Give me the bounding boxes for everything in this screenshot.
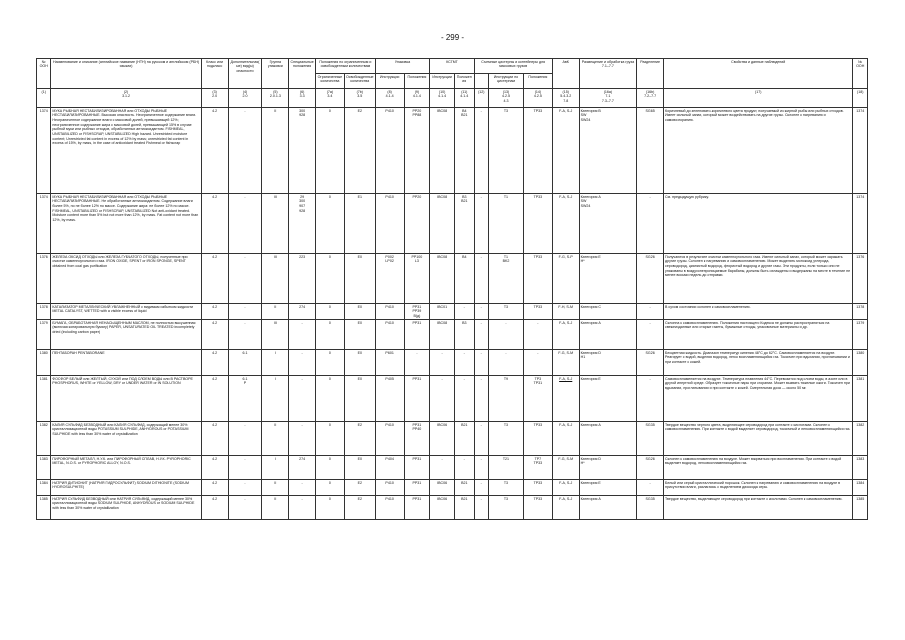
cell-eq: E0 — [344, 254, 375, 304]
cell-pi: P410 — [375, 320, 404, 350]
cell-class: 4.2 — [201, 480, 228, 496]
cell-special-provisions: 300 928 — [289, 108, 316, 194]
header-packing: Упаковка — [375, 59, 430, 74]
column-index-5: (5) 2.0.1.3 — [262, 89, 289, 108]
cell-un-right: 1384 — [853, 480, 868, 496]
cell-lq: 0 — [316, 254, 345, 304]
header-eq: Освобожденные количества — [344, 74, 375, 89]
cell-special-provisions: 223 — [289, 254, 316, 304]
cell-name: ФОСФОР БЕЛЫЙ или ЖЕЛТЫЙ, СУХОЙ или ПОД СЛОЕМ ВОДЫ или В РАСТВОРЕ PHOSPHORUS, WHITE or YELLOW, DRY or UNDER WATER or IN SOLUTION — [51, 376, 201, 422]
table-row — [37, 422, 868, 456]
cell-packing-group: I — [262, 376, 289, 422]
column-index-9: (8) 4.1.4 — [375, 89, 404, 108]
header-col12 — [474, 74, 488, 89]
cell-name: КАЛИЯ СУЛЬФИД БЕЗВОДНЫЙ или КАЛИЯ СУЛЬФИД, содержащий менее 30% кристаллизационной воды POTASSIUM SULPHIDE, ANHYDROUS or POTASSIUM SULPHIDE with less than 30% water of crystallization — [51, 422, 201, 456]
header-tank-instr: Инструкции по цистернам — [488, 74, 523, 89]
cell-subrisk: 6.1 P — [228, 376, 262, 422]
cell-col12: - — [474, 320, 488, 350]
cell-un-right: 1376 — [853, 254, 868, 304]
cell-un: 1380 — [37, 350, 51, 376]
cell-ems: F-A, S-J — [552, 496, 579, 520]
cell-tank-prov: - — [523, 320, 552, 350]
cell-packing-group: III — [262, 254, 289, 304]
cell-name: КАТАЛИЗАТОР МЕТАЛЛИЧЕСКИЙ УВЛАЖНЕННЫЙ с видимым избытком жидкости METAL CATALYST, WETTED with a visible excess of liquid — [51, 304, 201, 320]
cell-subrisk: - — [228, 194, 262, 254]
cell-un: 1382 — [37, 422, 51, 456]
cell-ems: F-G, S-M — [552, 350, 579, 376]
header-tanks: Съемные цистерны и контейнеры для массовых грузов — [474, 59, 552, 74]
cell-class: 4.2 — [201, 496, 228, 520]
column-index-11: (10) 4.1.4 — [430, 89, 455, 108]
cell-segregation: - — [637, 376, 664, 422]
cell-class: 4.2 — [201, 304, 228, 320]
dangerous-goods-table — [36, 58, 868, 520]
column-index-18: (16b) 7.2–7.7 — [637, 89, 664, 108]
cell-ibc-prov: B3 B21 — [454, 194, 474, 254]
cell-name: МУКА РЫБНАЯ НЕСТАБИЛИЗИРОВАННАЯ или ОТХОДЫ РЫБНЫЕ НЕСТАБИЛИЗИРОВАННЫЕ. Не обработанные антиоксидантом. Содержание влаги более 5%, но не более 12% по массе. Содержание жира: не более 12% по массе. FISHMEAL, UNSTABILIZED or FISHSCRAP, UNSTABILIZED Not anti-oxidant treated. Moisture content more than 5% but not more than 12%, by mass. Fat content not more than 12%, by mass. — [51, 194, 201, 254]
table-row — [37, 108, 868, 194]
cell-segregation: - — [637, 320, 664, 350]
cell-un-right: 1383 — [853, 456, 868, 480]
header-pp: Положения — [404, 74, 430, 89]
column-index-2: (2) 3.1.2 — [51, 89, 201, 108]
column-index-7: (7a) 3.4 — [316, 89, 345, 108]
cell-un-right: 1378 — [853, 304, 868, 320]
cell-un: 1378 — [37, 304, 51, 320]
cell-tank: T1 — [488, 194, 523, 254]
cell-packing-group: I — [262, 456, 289, 480]
column-index-15: (14) 4.2.5 — [523, 89, 552, 108]
cell-un-right: 1381 — [853, 376, 868, 422]
cell-properties: Склонна к самовоспламенению. Положения настоящего Кодекса не должны распространяться на свежеизданные или старые газеты, бумажные отходы, упаковочные материалы и др. — [664, 320, 853, 350]
cell-pi: P410 — [375, 108, 404, 194]
cell-stowage: Категория D H* — [579, 456, 637, 480]
header-subrisk: Дополнительная(ые) вид(ы) опасности — [228, 59, 262, 89]
column-index-13: (12) — [474, 89, 488, 108]
cell-special-provisions: 274 — [289, 304, 316, 320]
header-un-right: № ООН — [853, 59, 868, 89]
cell-col12: - — [474, 480, 488, 496]
cell-class: 4.2 — [201, 422, 228, 456]
cell-col12: - — [474, 194, 488, 254]
cell-un: 1374 — [37, 108, 51, 194]
cell-ibc-prov: B21 — [454, 480, 474, 496]
cell-ems: F-G, S-P — [552, 254, 579, 304]
cell-ibc: - — [430, 350, 455, 376]
cell-ibc-prov: B4 B21 — [454, 108, 474, 194]
cell-un: 1379 — [37, 320, 51, 350]
cell-tank: T3 — [488, 108, 523, 194]
cell-segregation: SG26 — [637, 456, 664, 480]
cell-tank-prov: TP33 — [523, 304, 552, 320]
cell-eq: E1 — [344, 194, 375, 254]
cell-stowage: Категория A SW SW24 — [579, 194, 637, 254]
page-number: - 299 - — [440, 33, 465, 42]
cell-ems: F-A, S-J — [552, 480, 579, 496]
cell-tank-prov: TP3 TP31 — [523, 376, 552, 422]
header-segregation: Разделение — [637, 59, 664, 89]
cell-pp: PP31 — [404, 376, 430, 422]
header-ibc-instr: Инструкции — [430, 74, 455, 89]
header-class: Класс или подкласс — [201, 59, 228, 89]
column-index-3: (3) 2.0 — [201, 89, 228, 108]
cell-ibc: IBC08 — [430, 254, 455, 304]
cell-segregation: - — [637, 480, 664, 496]
cell-properties: Самовоспламеняется на воздухе. Температура плавления 44°С. Перевозится под слоем воды, в азоте или в другой инертной среде. Образует токсичные пары при сгорании. Может вызвать тяжелые ожоги. Токсичен при вдыхании, проглатывании и при контакте с кожей. Смертельная доза — около 50 мг. — [664, 376, 853, 422]
cell-packing-group: II — [262, 108, 289, 194]
cell-pi: P410 — [375, 422, 404, 456]
cell-lq: 0 — [316, 456, 345, 480]
cell-packing-group: III — [262, 194, 289, 254]
cell-pi: P410 — [375, 496, 404, 520]
cell-pi: P410 — [375, 480, 404, 496]
cell-ibc: IBC01 — [430, 304, 455, 320]
cell-subrisk: 6.1 — [228, 350, 262, 376]
cell-eq: E0 — [344, 376, 375, 422]
cell-lq: 0 — [316, 376, 345, 422]
cell-properties: Склонен к самовоспламенению на воздухе. Может взорваться при воспламенении. При контакте с водой выделяет водород, легковоспламеняющийся газ. — [664, 456, 853, 480]
header-ibc: КСГМГ — [430, 59, 474, 74]
table-row — [37, 480, 868, 496]
cell-name: НАТРИЯ ДИТИОНИТ (НАТРИЯ ГИДРОСУЛЬФИТ) SODIUM DITHIONITE (SODIUM HYDROSULPHITE) — [51, 480, 201, 496]
cell-special-provisions: - — [289, 350, 316, 376]
cell-class: 4.2 — [201, 350, 228, 376]
cell-tank-prov: TP33 — [523, 254, 552, 304]
cell-pp: PP31 PP40 — [404, 422, 430, 456]
header-properties: Свойства и данные наблюдений — [664, 59, 853, 89]
cell-ibc-prov: - — [454, 304, 474, 320]
column-index-17: (16a) 7.1 7.3–7.7 — [579, 89, 637, 108]
cell-un: 1376 — [37, 254, 51, 304]
cell-tank-prov: TP33 — [523, 422, 552, 456]
cell-subrisk: - — [228, 456, 262, 480]
cell-stowage: Категория A — [579, 320, 637, 350]
table-row — [37, 350, 868, 376]
cell-col12: - — [474, 304, 488, 320]
cell-properties: В сухом состоянии склонен к самовоспламенению. — [664, 304, 853, 320]
cell-eq: E0 — [344, 320, 375, 350]
cell-stowage: Категория E H* — [579, 254, 637, 304]
cell-ems: F-A, S-J — [552, 376, 579, 422]
header-un: № ООН — [37, 59, 51, 89]
cell-col12: - — [474, 376, 488, 422]
column-index-4: (4) 2.0 — [228, 89, 262, 108]
table-row — [37, 496, 868, 520]
cell-lq: 0 — [316, 194, 345, 254]
column-index-10: (9) 4.1.4 — [404, 89, 430, 108]
cell-subrisk: - — [228, 496, 262, 520]
cell-un: 1385 — [37, 496, 51, 520]
cell-lq: 0 — [316, 422, 345, 456]
cell-special-provisions: - — [289, 376, 316, 422]
cell-name: ПЕНТАБОРАН PENTABORANE — [51, 350, 201, 376]
cell-pp: - — [404, 350, 430, 376]
cell-properties: Бесцветная жидкость. Диапазон температур кипения 48°С до 62°С. Самовоспламеняется на воздухе. Реагирует с водой, выделяя водород, легко воспламеняющийся газ. Токсичен при вдыхании, проглатывании и при контакте с кожей. — [664, 350, 853, 376]
cell-stowage: Категория D H1 — [579, 350, 637, 376]
table-row — [37, 320, 868, 350]
cell-tank-prov: TP33 — [523, 480, 552, 496]
cell-stowage: Категория A — [579, 422, 637, 456]
cell-ibc-prov: B4 — [454, 254, 474, 304]
cell-ibc-prov: - — [454, 376, 474, 422]
cell-segregation: - — [637, 194, 664, 254]
cell-ems: F-G, S-M — [552, 456, 579, 480]
table-row — [37, 456, 868, 480]
cell-pp: PP20 PP88 — [404, 108, 430, 194]
cell-pi: P404 — [375, 456, 404, 480]
cell-ibc-prov: - — [454, 456, 474, 480]
cell-subrisk: - — [228, 480, 262, 496]
cell-tank: T9 — [488, 376, 523, 422]
cell-special-provisions: - — [289, 320, 316, 350]
cell-packing-group: II — [262, 422, 289, 456]
header-packing-group: Группа упаковки — [262, 59, 289, 89]
column-index-16: (15) 5.4.3.2 7.8 — [552, 89, 579, 108]
cell-packing-group: II — [262, 496, 289, 520]
cell-packing-group: II — [262, 304, 289, 320]
cell-ems: F-A, S-J — [552, 108, 579, 194]
cell-stowage: Категория E — [579, 480, 637, 496]
table-row — [37, 254, 868, 304]
column-index-14: (13) 4.2.5 4.3 — [488, 89, 523, 108]
cell-stowage: Категория A — [579, 496, 637, 520]
cell-properties: Белый или серый кристаллический порошок. Склонен к нагреванию и самовоспламенению на воздухе в присутствии влаги, разлагаясь с выделением диоксида серы. — [664, 480, 853, 496]
cell-ibc-prov: B3 — [454, 320, 474, 350]
cell-name: НАТРИЯ СУЛЬФИД БЕЗВОДНЫЙ или НАТРИЯ СУЛЬФИД, содержащий менее 30% кристаллизационной воды SODIUM SULPHIDE, ANHYDROUS or SODIUM SULPHIDE with less than 30% water of crystallization — [51, 496, 201, 520]
cell-eq: E2 — [344, 480, 375, 496]
cell-ibc: IBC06 — [430, 422, 455, 456]
cell-ems: F-H, S-M — [552, 304, 579, 320]
cell-pp: PP31 — [404, 320, 430, 350]
cell-pi: P405 — [375, 376, 404, 422]
cell-un: 1383 — [37, 456, 51, 480]
cell-segregation: SG26 — [637, 254, 664, 304]
header-stowage: Размещение и обработка груза 7.1–7.7 — [579, 59, 637, 89]
cell-ibc: - — [430, 456, 455, 480]
table-row — [37, 304, 868, 320]
cell-col12: - — [474, 456, 488, 480]
cell-ibc: IBC06 — [430, 496, 455, 520]
cell-pp: PP100 L3 — [404, 254, 430, 304]
cell-un-right: 1379 — [853, 320, 868, 350]
cell-ibc: IBC08 — [430, 194, 455, 254]
table-header-row — [37, 59, 868, 74]
cell-stowage: Категория B SW SW24 — [579, 108, 637, 194]
cell-tank-prov: TP33 — [523, 194, 552, 254]
cell-stowage: Категория C — [579, 304, 637, 320]
table-row — [37, 376, 868, 422]
cell-subrisk: - — [228, 422, 262, 456]
cell-ibc-prov: - — [454, 350, 474, 376]
cell-segregation: SG26 — [637, 350, 664, 376]
cell-eq: E2 — [344, 108, 375, 194]
cell-pi: P601 — [375, 350, 404, 376]
cell-properties: Получаются в результате очистки каменноугольного газа. Имеют сильный запах, который может заражать другие грузы. Склонен к нагреванию и самовоспламенению. Может выделять моноксид углерода, сероводород, цианистый водород, фтористый водород и другие газы. Эти продукты, если только они не упакованы в воздухонепроницаемые барабаны, должны быть охлаждены и выдержаны на месте в течение не менее восьми недель до отправки. — [664, 254, 853, 304]
cell-stowage: Категория E — [579, 376, 637, 422]
cell-pp: PP31 — [404, 496, 430, 520]
cell-lq: 0 — [316, 496, 345, 520]
cell-un: 1374 — [37, 194, 51, 254]
cell-eq: E0 — [344, 304, 375, 320]
cell-packing-group: I — [262, 350, 289, 376]
cell-properties: См. предыдущую рубрику. — [664, 194, 853, 254]
cell-col12: - — [474, 422, 488, 456]
cell-properties: Твердое вещество, выделяющее сероводород при контакте с кислотами. Склонен к самовоспламенению. — [664, 496, 853, 520]
cell-name: ЖЕЛЕЗА ОКСИД ОТХОДЫ или ЖЕЛЕЗА ГУБЧАТОГО ОТХОДЫ, полученные при очистке каменноугольного газа. IRON OXIDE, SPENT or IRON SPONGE, SPENT obtained from coal gas purification — [51, 254, 201, 304]
cell-name: БУМАГА, ОБРАБОТАННАЯ НЕНАСЫЩЕННЫМ МАСЛОМ, не полностью высушенная (включая копировальную бумагу) PAPER, UNSATURATED OIL TREATED incompletely dried (including carbon paper) — [51, 320, 201, 350]
cell-tank: T21 — [488, 456, 523, 480]
cell-ems: F-A, S-J — [552, 422, 579, 456]
header-lq: Ограниченные количества — [316, 74, 345, 89]
cell-subrisk: - — [228, 304, 262, 320]
column-index-1: (1) — [37, 89, 51, 108]
column-index-12: (11) 4.1.4 — [454, 89, 474, 108]
cell-segregation: SG65 — [637, 108, 664, 194]
cell-tank-prov: TP33 — [523, 496, 552, 520]
header-name: Наименование и описание (английское название (НТН) на русском и английском (РБН) языках) — [51, 59, 201, 89]
cell-un-right: 1374 — [853, 108, 868, 194]
cell-un-right: 1380 — [853, 350, 868, 376]
cell-tank: T1 BK2 — [488, 254, 523, 304]
cell-subrisk: - — [228, 108, 262, 194]
cell-tank: T3 — [488, 304, 523, 320]
cell-class: 4.2 — [201, 194, 228, 254]
cell-class: 4.2 — [201, 320, 228, 350]
cell-class: 4.2 — [201, 376, 228, 422]
column-index-row — [37, 89, 868, 108]
cell-tank-prov: TP7 TP33 — [523, 456, 552, 480]
cell-segregation: SG35 — [637, 496, 664, 520]
cell-un: 1381 — [37, 376, 51, 422]
cell-eq: E0 — [344, 456, 375, 480]
cell-lq: 0 — [316, 304, 345, 320]
cell-name: ПИРОФОРНЫЙ МЕТАЛЛ, Н.У.К. или ПИРОФОРНЫЙ СПЛАВ, Н.У.К. PYROPHORIC METAL, N.O.S. or PYROPHORIC ALLOY, N.O.S. — [51, 456, 201, 480]
cell-un-right: 1385 — [853, 496, 868, 520]
cell-segregation: - — [637, 304, 664, 320]
cell-class: 4.2 — [201, 254, 228, 304]
cell-pp: PP31 PP39 В(д) — [404, 304, 430, 320]
table-row — [37, 194, 868, 254]
cell-lq: 0 — [316, 320, 345, 350]
cell-ibc: IBC08 — [430, 320, 455, 350]
cell-properties: Коричневый до зеленовато-коричневого цвета продукт, получаемый из жирной рыбы или рыбных отходов. Имеет сильный запах, который может воздействовать на другие грузы. Склонен к нагреванию и самовозгоранию. — [664, 108, 853, 194]
cell-pi: P410 — [375, 304, 404, 320]
cell-ems: F-A, S-J — [552, 320, 579, 350]
cell-tank: - — [488, 350, 523, 376]
header-ibc-prov: Положения — [454, 74, 474, 89]
cell-ibc-prov: B21 — [454, 422, 474, 456]
header-ems: АвК — [552, 59, 579, 89]
cell-eq: E0 — [344, 350, 375, 376]
cell-class: 4.2 — [201, 456, 228, 480]
cell-un-right: 1374 — [853, 194, 868, 254]
cell-subrisk: - — [228, 254, 262, 304]
cell-pp: PP31 — [404, 456, 430, 480]
cell-subrisk: - — [228, 320, 262, 350]
cell-col12: - — [474, 496, 488, 520]
cell-special-provisions: 29 300 907 928 — [289, 194, 316, 254]
cell-lq: 0 — [316, 480, 345, 496]
header-tank-prov: Положения — [523, 74, 552, 89]
header-special-provisions: Специальные положения — [289, 59, 316, 89]
cell-tank: T3 — [488, 480, 523, 496]
cell-tank: T3 — [488, 422, 523, 456]
cell-class: 4.2 — [201, 108, 228, 194]
cell-name: МУКА РЫБНАЯ НЕСТАБИЛИЗИРОВАННАЯ или ОТХОДЫ РЫБНЫЕ НЕСТАБИЛИЗИРОВАННЫЕ. Высокая опасность. Неограниченное содержание влаги. Неограниченное содержание влаги с массовой долей, превышающей 12%; неограниченное содержание жира с массовой долей, превышающей 15% в случае рыбной муки или рыбных отходов, обработанных антиоксидантом. FISHMEAL, UNSTABILIZED or FISHSCRAP, UNSTABILIZED High hazard. Unrestricted moisture content; Unrestricted fat content in excess of 12% by mass; unrestricted fat content in excess of 15%, by mass, in the case of antioxidant treated Fishmeal or fishscrap — [51, 108, 201, 194]
cell-segregation: SG35 — [637, 422, 664, 456]
column-index-8: (7b) 3.5 — [344, 89, 375, 108]
cell-un: 1384 — [37, 480, 51, 496]
cell-tank-prov: TP33 — [523, 108, 552, 194]
cell-special-provisions: - — [289, 496, 316, 520]
column-index-6: (6) 3.3 — [289, 89, 316, 108]
cell-lq: 0 — [316, 350, 345, 376]
cell-col12: - — [474, 350, 488, 376]
cell-pp: PP31 — [404, 480, 430, 496]
cell-ibc: IBC06 — [430, 480, 455, 496]
cell-col12: - — [474, 254, 488, 304]
cell-col12: - — [474, 108, 488, 194]
cell-un-right: 1382 — [853, 422, 868, 456]
cell-lq: 0 — [316, 108, 345, 194]
cell-packing-group: II — [262, 480, 289, 496]
cell-pi: P410 — [375, 194, 404, 254]
cell-tank-prov: - — [523, 350, 552, 376]
cell-special-provisions: - — [289, 480, 316, 496]
cell-special-provisions: - — [289, 422, 316, 456]
cell-tank: T3 — [488, 496, 523, 520]
cell-properties: Твердое вещество черного цвета, выделяющее сероводород при контакте с кислотами. Склонен к самовоспламенению. При контакте с водой выделяет сероводород, токсичный и легковоспламеняющийся газ. — [664, 422, 853, 456]
column-index-19: (17) — [664, 89, 853, 108]
cell-ibc-prov: B21 — [454, 496, 474, 520]
cell-ibc: - — [430, 376, 455, 422]
cell-ibc: IBC08 — [430, 108, 455, 194]
header-pi: Инструкции — [375, 74, 404, 89]
cell-pi: P002 LP02 — [375, 254, 404, 304]
header-limited-quantities: Положения по ограниченным и освобожденным количествам — [316, 59, 376, 74]
cell-tank: - — [488, 320, 523, 350]
cell-eq: E2 — [344, 422, 375, 456]
cell-special-provisions: 274 — [289, 456, 316, 480]
cell-ems: F-A, S-J — [552, 194, 579, 254]
cell-eq: E2 — [344, 496, 375, 520]
cell-packing-group: III — [262, 320, 289, 350]
cell-pp: PP20 — [404, 194, 430, 254]
column-index-20: (18) — [853, 89, 868, 108]
